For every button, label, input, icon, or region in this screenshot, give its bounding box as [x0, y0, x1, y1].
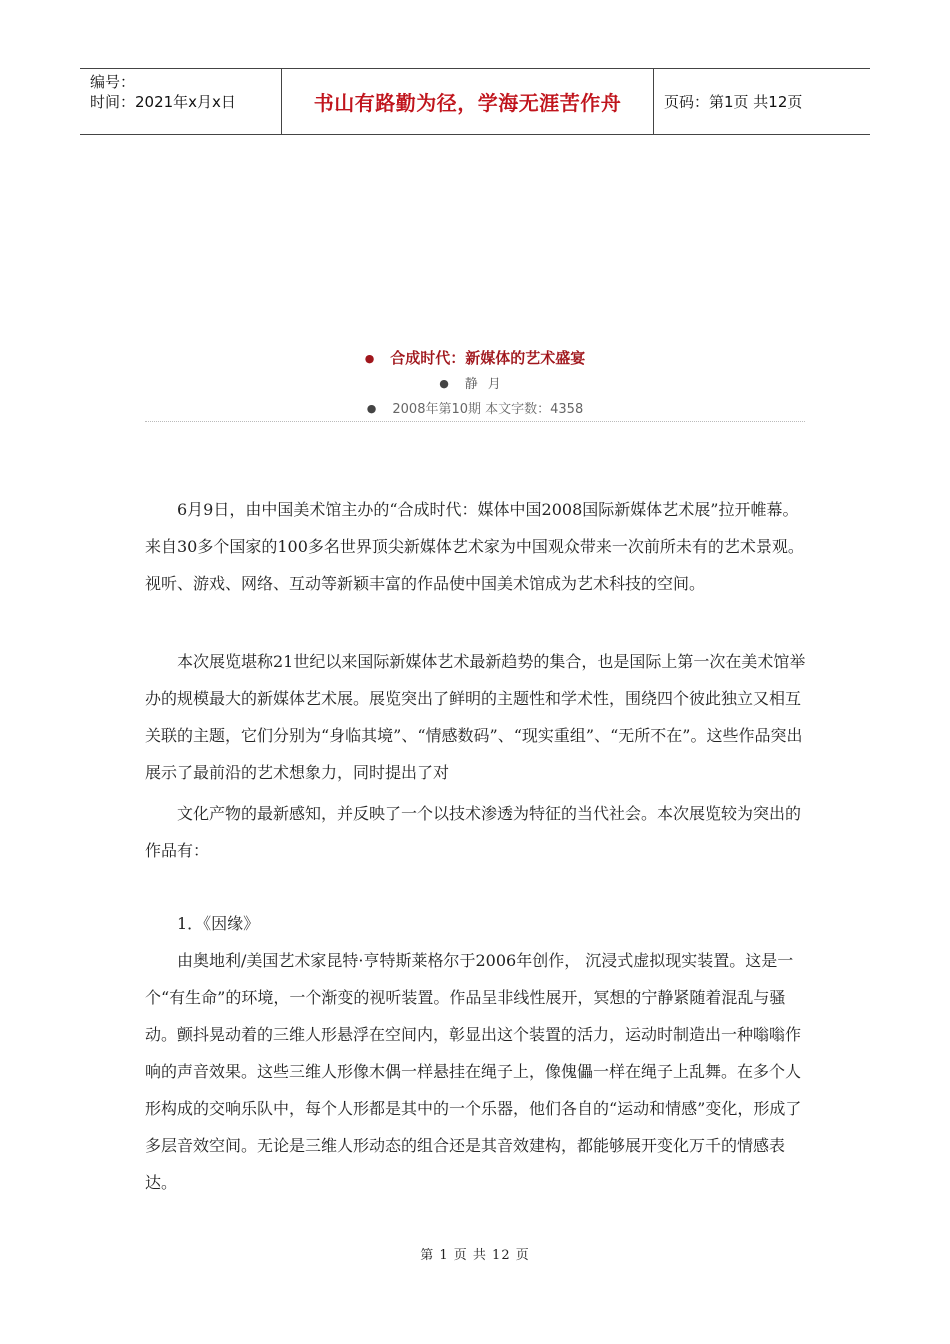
paragraph-text: 由奥地利/美国艺术家昆特·亨特斯莱格尔于2006年创作， 沉浸式虚拟现实装置。这是一个“有生命”的环境，一个渐变的视听装置。作品呈非线性展开，冥想的宁静紧随着混乱与骚动。颤抖晃动着的三维人形悬浮在空间内，彰显出这个装置的活力，运动时制造出一种嗡嗡作响的声音效果。这些三维人形像木偶一样悬挂在绳子上，像傀儡一样在绳子上乱舞。在多个人形构成的交响乐队中，每个人形都是其中的一个乐器，他们各自的“运动和情感”变化，形成了多层音效空间。无论是三维人形动态的组合还是其音效建构，都能够展开变化万千的情感表达。 — [145, 951, 802, 1192]
dotted-divider — [145, 421, 805, 422]
paragraph-work-1 — [145, 942, 810, 1201]
header-page-label: 页码：第1页 共12页 — [664, 93, 803, 111]
section-heading-text: 1．《因缘》 — [177, 914, 260, 933]
time-label: 时间：2021年x月x日 — [90, 93, 236, 111]
header-motto: 书山有路勤为径，学海无涯苦作舟 — [281, 69, 654, 134]
paragraph-overview — [145, 643, 810, 791]
article-meta: 2008年第10期 本文字数：4358 — [392, 402, 584, 417]
paragraph-continuation — [145, 795, 810, 869]
paragraph-text: 6月9日，由中国美术馆主办的“合成时代：媒体中国2008国际新媒体艺术展”拉开帷幕。来自30多个国家的100多名世界顶尖新媒体艺术家为中国观众带来一次前所未有的艺术景观。视听、游戏、网络、互动等新颖丰富的作品使中国美术馆成为艺术科技的空间。 — [145, 500, 804, 593]
header-info-cell — [80, 69, 281, 134]
article-heading — [0, 346, 950, 421]
paragraph-text: 文化产物的最新感知，并反映了一个以技术渗透为特征的当代社会。本次展览较为突出的作品有： — [145, 804, 802, 860]
article-author: 静月 — [464, 377, 511, 392]
bullet-icon: ● — [364, 352, 375, 365]
paragraph-text: 本次展览堪称21世纪以来国际新媒体艺术最新趋势的集合，也是国际上第一次在美术馆举办的规模最大的新媒体艺术展。展览突出了鲜明的主题性和学术性，围绕四个彼此独立又相互关联的主题，它们分别为“身临其境”、“情感数码”、“现实重组”、“无所不在”。这些作品突出展示了最前沿的艺术想象力，同时提出了对 — [145, 652, 806, 782]
article-meta-line — [0, 396, 950, 421]
paragraph-intro — [145, 491, 810, 602]
section-heading-1 — [145, 905, 810, 942]
document-header — [80, 68, 870, 135]
bullet-icon: ● — [439, 377, 449, 390]
article-title-line[interactable] — [0, 346, 950, 371]
page-footer: 第 1 页 共 12 页 — [420, 1248, 530, 1263]
bullet-icon: ● — [366, 402, 377, 415]
article-author-line — [0, 371, 950, 396]
article-title[interactable]: 合成时代：新媒体的艺术盛宴 — [390, 349, 586, 367]
number-label: 编号： — [90, 73, 136, 91]
